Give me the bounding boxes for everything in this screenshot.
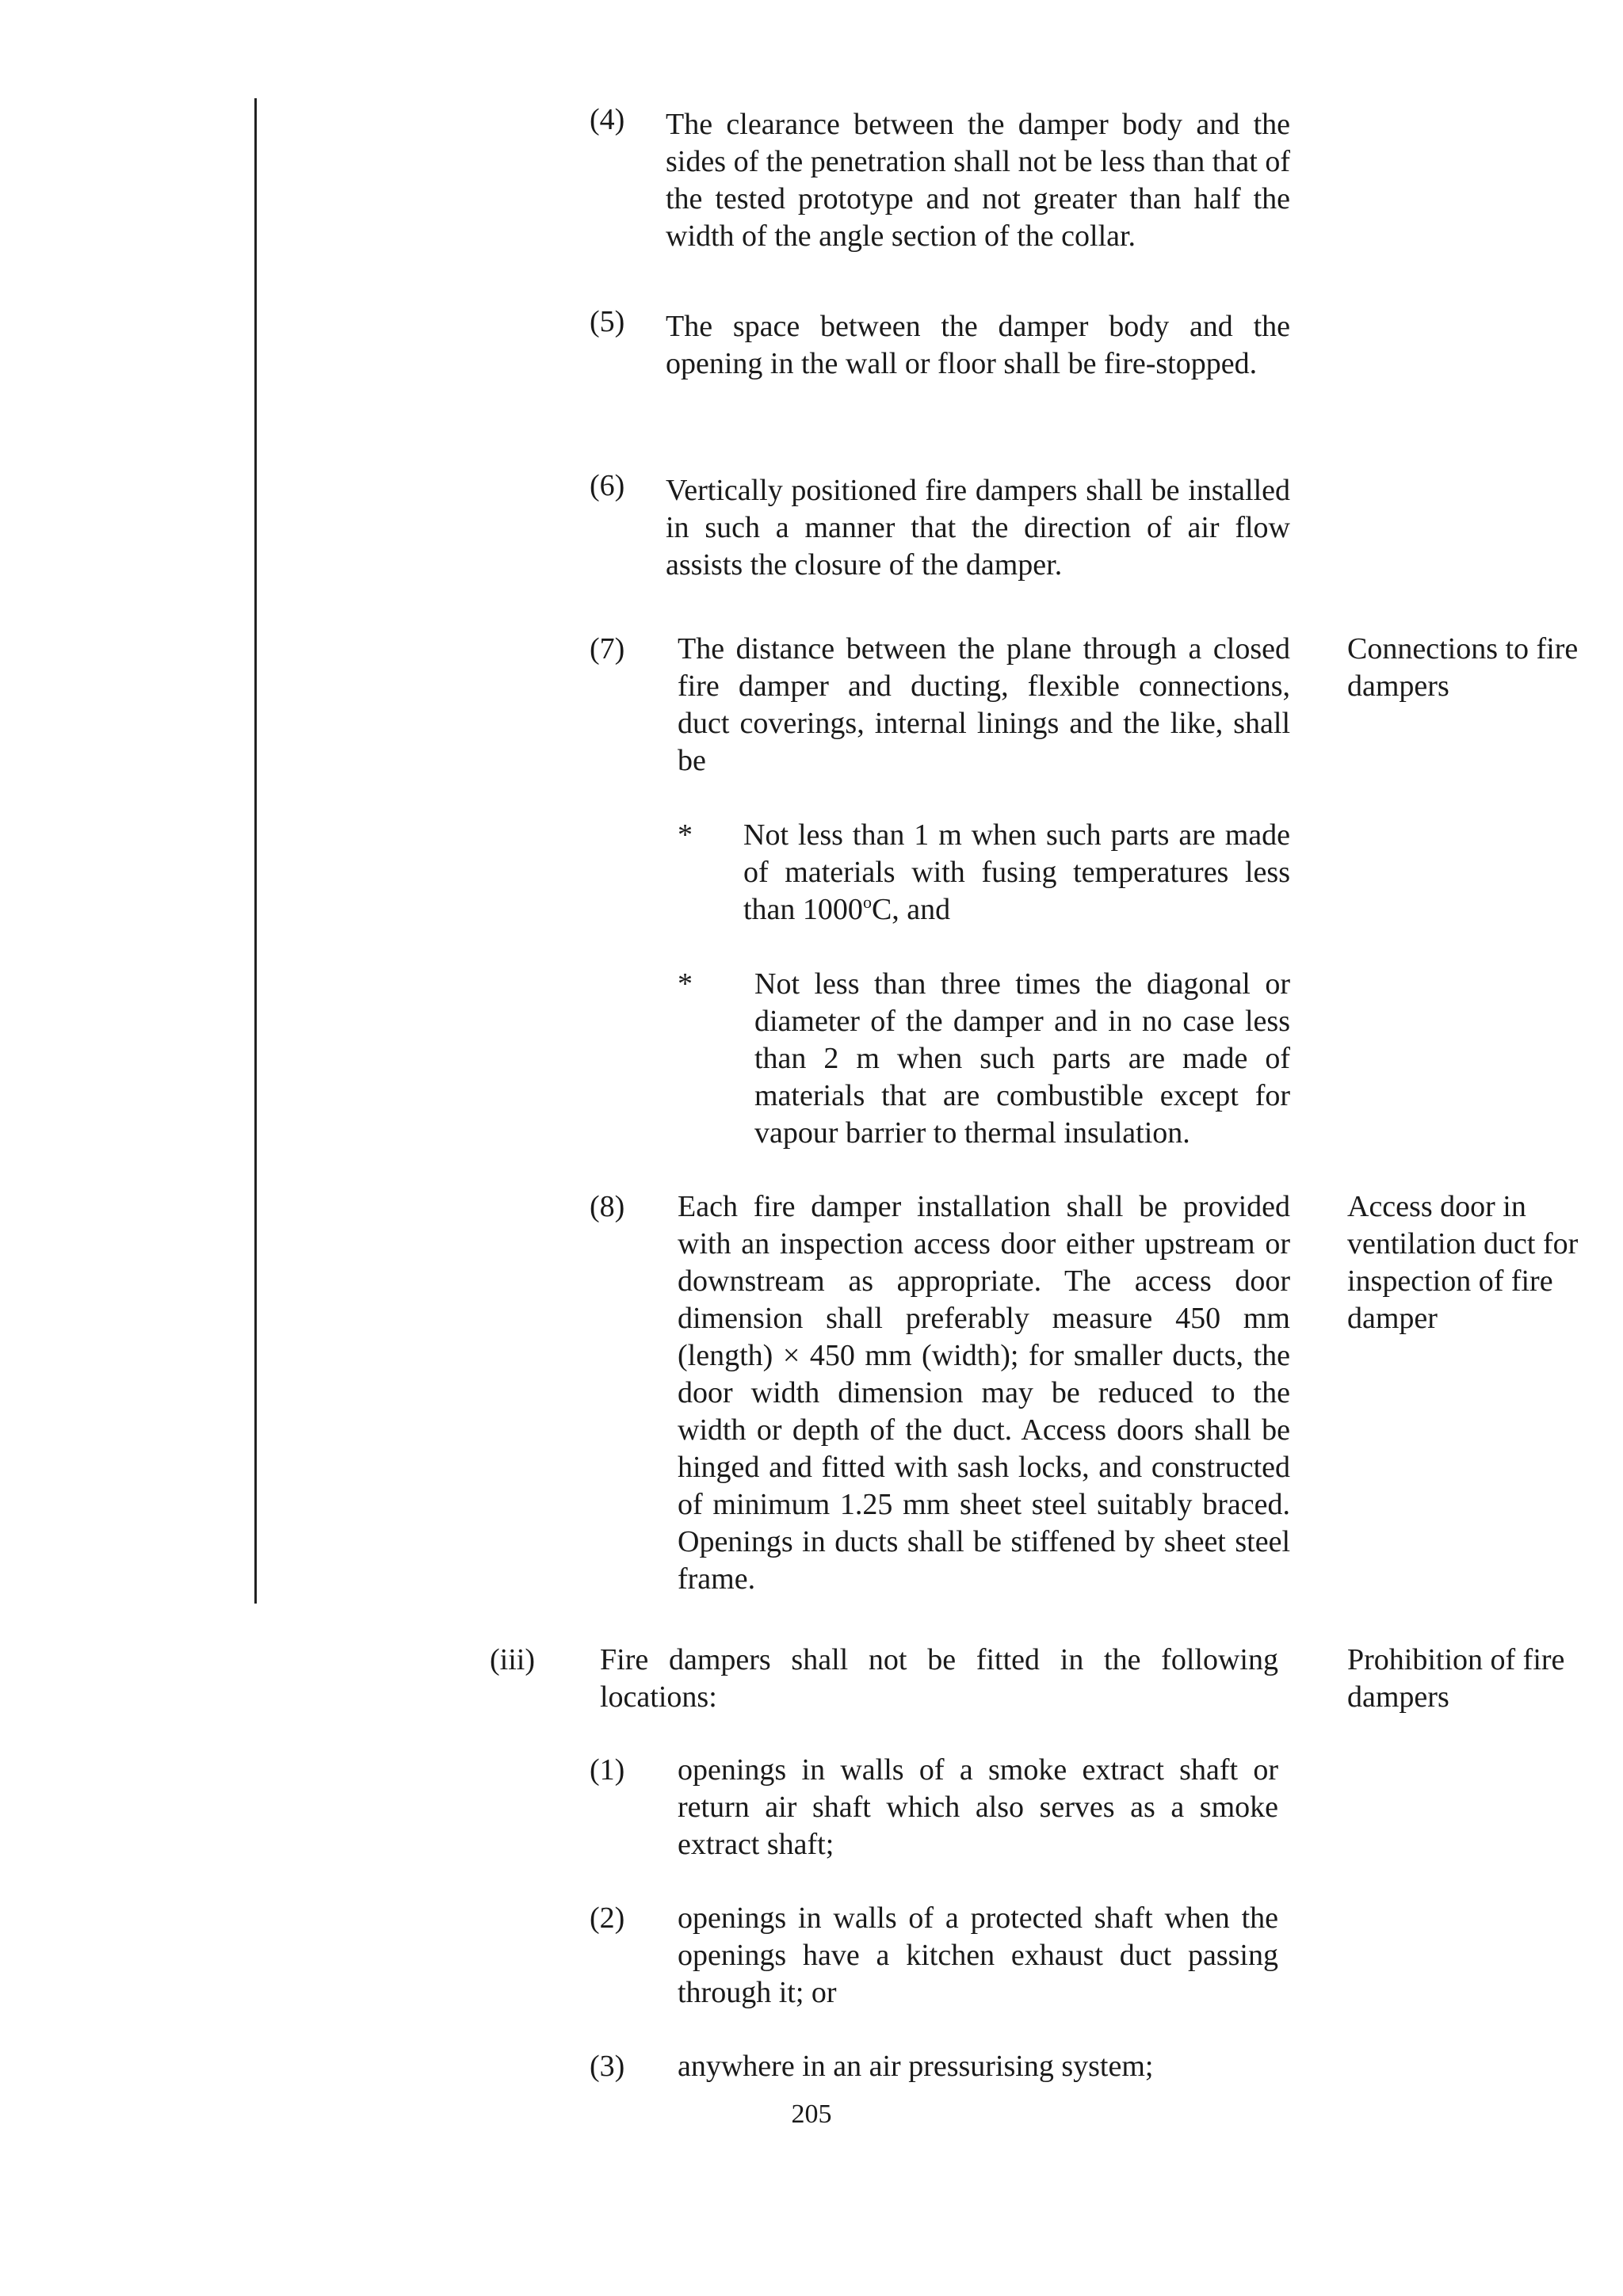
bullet-text: Not less than 1 m when such parts are made of materials with fusing temperatures less than 1000$^o$C, and xyxy=(743,818,1290,926)
clause-number: (5) xyxy=(590,305,625,338)
clause-text: Each fire damper installation shall be provided with an inspection access door either upstream or downstream as appropriate. The access door dimension shall preferably measure 450 mm (length) × 450 mm (width); for smaller ducts, the door width dimension may be reduced to the width or depth of the duct. Access doors shall be hinged and fitted with sash locks, and constructed of minimum 1.25 mm sheet steel suitably braced. Openings in ducts shall be stiffened by sheet steel frame. xyxy=(678,1190,1290,1596)
clause-number: (6) xyxy=(590,469,625,502)
bullet-marker: * xyxy=(678,818,693,852)
margin-note: Access door in ventilation duct for inspection of fire damper xyxy=(1347,1190,1579,1335)
clause-text: The clearance between the damper body and the sides of the penetration shall not be less than that of the tested prototype and not greater than half the width of the angle section of the collar. xyxy=(666,108,1290,253)
clause-number: (7) xyxy=(590,632,625,666)
item-text: openings in walls of a protected shaft when the openings have a kitchen exhaust duct passing through it; or xyxy=(678,1901,1278,2009)
bullet-marker: * xyxy=(678,967,693,1001)
item-number: (3) xyxy=(590,2050,625,2083)
section-number: (iii) xyxy=(490,1643,535,1676)
change-bar xyxy=(254,98,257,1604)
section-text: Fire dampers shall not be fitted in the following locations: xyxy=(600,1643,1278,1714)
page-number: 205 xyxy=(791,2100,832,2129)
clause-text: Vertically positioned fire dampers shall be installed in such a manner that the direction of air flow assists the closure of the damper. xyxy=(666,474,1290,582)
margin-note: Prohibition of fire dampers xyxy=(1347,1643,1565,1714)
item-number: (1) xyxy=(590,1753,625,1787)
item-text: openings in walls of a smoke extract shaft or return air shaft which also serves as a smoke extract shaft; xyxy=(678,1753,1278,1861)
degree-superscript: o xyxy=(862,892,872,912)
clause-number: (8) xyxy=(590,1190,625,1223)
bullet-text: Not less than three times the diagonal or diameter of the damper and in no case less than 2 m when such parts are made of materials that are combustible except for vapour barrier to thermal insulation. xyxy=(754,967,1290,1150)
clause-text: The distance between the plane through a closed fire damper and ducting, flexible connections, duct coverings, internal linings and the like, shall be xyxy=(678,632,1290,777)
margin-note: Connections to fire dampers xyxy=(1347,632,1579,703)
item-text: anywhere in an air pressurising system; xyxy=(678,2050,1154,2083)
item-number: (2) xyxy=(590,1901,625,1935)
clause-number: (4) xyxy=(590,103,625,136)
clause-text: The space between the damper body and the opening in the wall or floor shall be fire-stopped. xyxy=(666,310,1290,380)
